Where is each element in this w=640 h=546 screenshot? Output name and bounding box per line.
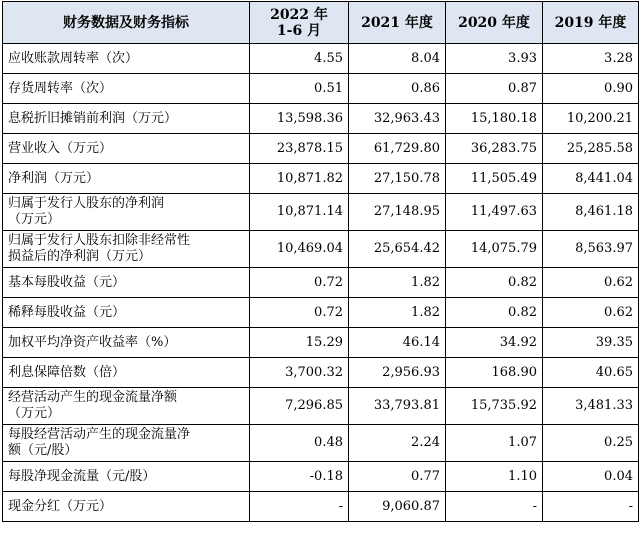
row-label: 稀释每股收益（元） <box>3 298 250 328</box>
value-cell: 0.86 <box>349 74 446 104</box>
value-cell: 168.90 <box>446 358 543 388</box>
row-label: 现金分红（万元） <box>3 492 250 522</box>
table-row <box>3 268 639 298</box>
value-cell: 8.04 <box>349 44 446 74</box>
value-cell: 7,296.85 <box>250 388 349 425</box>
value-cell: 10,871.14 <box>250 194 349 231</box>
value-cell: 25,654.42 <box>349 231 446 268</box>
value-cell: 0.72 <box>250 298 349 328</box>
value-cell: 32,963.43 <box>349 104 446 134</box>
value-cell: 27,148.95 <box>349 194 446 231</box>
table-row <box>3 425 639 462</box>
value-cell: 0.90 <box>543 74 639 104</box>
value-cell: 3.28 <box>543 44 639 74</box>
table-row <box>3 104 639 134</box>
header-cell-2020: 2020 年度 <box>446 2 543 44</box>
row-label: 加权平均净资产收益率（%） <box>3 328 250 358</box>
table-row <box>3 194 639 231</box>
value-cell: 11,497.63 <box>446 194 543 231</box>
table-row <box>3 134 639 164</box>
value-cell: 10,469.04 <box>250 231 349 268</box>
value-cell: 46.14 <box>349 328 446 358</box>
value-cell: 0.25 <box>543 425 639 462</box>
value-cell: 8,563.97 <box>543 231 639 268</box>
value-cell: 27,150.78 <box>349 164 446 194</box>
value-cell: 36,283.75 <box>446 134 543 164</box>
header-cell-2021: 2021 年度 <box>349 2 446 44</box>
value-cell: - <box>250 492 349 522</box>
value-cell: 9,060.87 <box>349 492 446 522</box>
row-label: 基本每股收益（元） <box>3 268 250 298</box>
value-cell: 0.72 <box>250 268 349 298</box>
value-cell: 0.04 <box>543 462 639 492</box>
value-cell: 1.07 <box>446 425 543 462</box>
value-cell: 8,461.18 <box>543 194 639 231</box>
value-cell: 23,878.15 <box>250 134 349 164</box>
value-cell: 14,075.79 <box>446 231 543 268</box>
value-cell: 34.92 <box>446 328 543 358</box>
value-cell: 0.51 <box>250 74 349 104</box>
row-label: 利息保障倍数（倍） <box>3 358 250 388</box>
value-cell: 11,505.49 <box>446 164 543 194</box>
value-cell: 0.87 <box>446 74 543 104</box>
value-cell: 1.82 <box>349 268 446 298</box>
value-cell: - <box>446 492 543 522</box>
value-cell: 25,285.58 <box>543 134 639 164</box>
value-cell: 0.62 <box>543 298 639 328</box>
table-row <box>3 358 639 388</box>
row-label: 存货周转率（次） <box>3 74 250 104</box>
header-cell-indicator: 财务数据及财务指标 <box>3 2 250 44</box>
table-row <box>3 298 639 328</box>
row-label: 经营活动产生的现金流量净额 （万元） <box>3 388 250 425</box>
value-cell: 3,481.33 <box>543 388 639 425</box>
value-cell: 4.55 <box>250 44 349 74</box>
table-row <box>3 462 639 492</box>
value-cell: 2,956.93 <box>349 358 446 388</box>
value-cell: 1.82 <box>349 298 446 328</box>
value-cell: 10,871.82 <box>250 164 349 194</box>
value-cell: 0.77 <box>349 462 446 492</box>
table-row <box>3 74 639 104</box>
row-label: 营业收入（万元） <box>3 134 250 164</box>
row-label: 归属于发行人股东扣除非经常性 损益后的净利润（万元） <box>3 231 250 268</box>
value-cell: 0.48 <box>250 425 349 462</box>
value-cell: 8,441.04 <box>543 164 639 194</box>
table-body <box>3 44 639 522</box>
value-cell: 3.93 <box>446 44 543 74</box>
table-row <box>3 492 639 522</box>
value-cell: 0.82 <box>446 298 543 328</box>
value-cell: 10,200.21 <box>543 104 639 134</box>
row-label: 每股净现金流量（元/股） <box>3 462 250 492</box>
row-label: 归属于发行人股东的净利润 （万元） <box>3 194 250 231</box>
value-cell: 3,700.32 <box>250 358 349 388</box>
value-cell: 1.10 <box>446 462 543 492</box>
value-cell: 15,180.18 <box>446 104 543 134</box>
value-cell: 61,729.80 <box>349 134 446 164</box>
value-cell: 0.62 <box>543 268 639 298</box>
value-cell: 15.29 <box>250 328 349 358</box>
value-cell: 0.82 <box>446 268 543 298</box>
row-label: 净利润（万元） <box>3 164 250 194</box>
value-cell: 33,793.81 <box>349 388 446 425</box>
table-row <box>3 164 639 194</box>
value-cell: 40.65 <box>543 358 639 388</box>
value-cell: - <box>543 492 639 522</box>
table-row <box>3 44 639 74</box>
value-cell: 15,735.92 <box>446 388 543 425</box>
row-label: 息税折旧摊销前利润（万元） <box>3 104 250 134</box>
table-row <box>3 231 639 268</box>
financial-indicators-table <box>2 1 639 522</box>
row-label: 应收账款周转率（次） <box>3 44 250 74</box>
value-cell: 2.24 <box>349 425 446 462</box>
header-row <box>3 2 639 44</box>
value-cell: 39.35 <box>543 328 639 358</box>
row-label: 每股经营活动产生的现金流量净 额（元/股） <box>3 425 250 462</box>
value-cell: 13,598.36 <box>250 104 349 134</box>
header-cell-2019: 2019 年度 <box>543 2 639 44</box>
value-cell: -0.18 <box>250 462 349 492</box>
header-cell-2022h1: 2022 年 1-6 月 <box>250 2 349 44</box>
table-row <box>3 388 639 425</box>
table-row <box>3 328 639 358</box>
